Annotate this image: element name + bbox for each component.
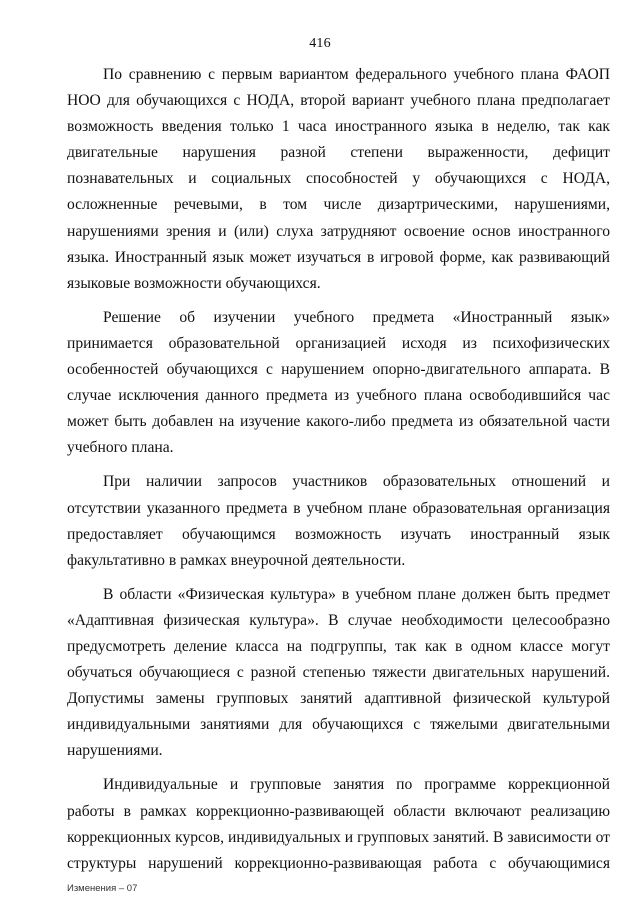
page-footer: Изменения – 07 — [67, 883, 138, 894]
paragraph-foreign-language-decision: Решение об изучении учебного предмета «Иностранный язык» принимается образовательной организацией исходя из психофизических особенностей обучающихся с нарушением опорно-двигательного аппарата. В случае исключения данного предмета из учебного плана освободившийся час может быть добавлен на изучение какого-либо предмета из обязательной части учебного плана. — [67, 308, 610, 457]
page-number: 416 — [309, 36, 331, 51]
document-body — [67, 62, 610, 885]
paragraph-correctional-work: Индивидуальные и групповые занятия по программе коррекционной работы в рамках коррекционно-развивающей области включают реализацию коррекционных курсов, индивидуальных и групповых занятий. В зависимости от структуры нарушений коррекционно-развивающая работа с обучающимися — [67, 776, 610, 872]
paragraph-physical-culture: В области «Физическая культура» в учебном плане должен быть предмет «Адаптивная физическая культура». В случае необходимости целесообразно предусмотреть деление класса на подгруппы, так как в одном классе могут обучаться обучающиеся с разной степенью тяжести двигательных нарушений. Допустимы замены групповых занятий адаптивной физической культурой индивидуальными занятиями для обучающихся с тяжелыми двигательными нарушениями. — [67, 585, 610, 760]
paragraph-elective-foreign-language: При наличии запросов участников образовательных отношений и отсутствии указанного предмета в учебном плане образовательная организация предоставляет обучающимся возможность изучать иностранный язык факультативно в рамках внеурочной деятельности. — [67, 473, 610, 569]
paragraph-foreign-language-option: По сравнению с первым вариантом федерального учебного плана ФАОП НОО для обучающихся с НОДА, второй вариант учебного плана предполагает возможность введения только 1 часа иностранного языка в неделю, так как двигательные нарушения разной степени выраженности, дефицит познавательных и социальных способностей у обучающихся с НОДА, осложненные речевыми, в том числе дизартрическими, нарушениями, нарушениями зрения и (или) слуха затрудняют освоение основ иностранного языка. Иностранный язык может изучаться в игровой форме, как развивающий языковые возможности обучающихся. — [67, 66, 610, 292]
